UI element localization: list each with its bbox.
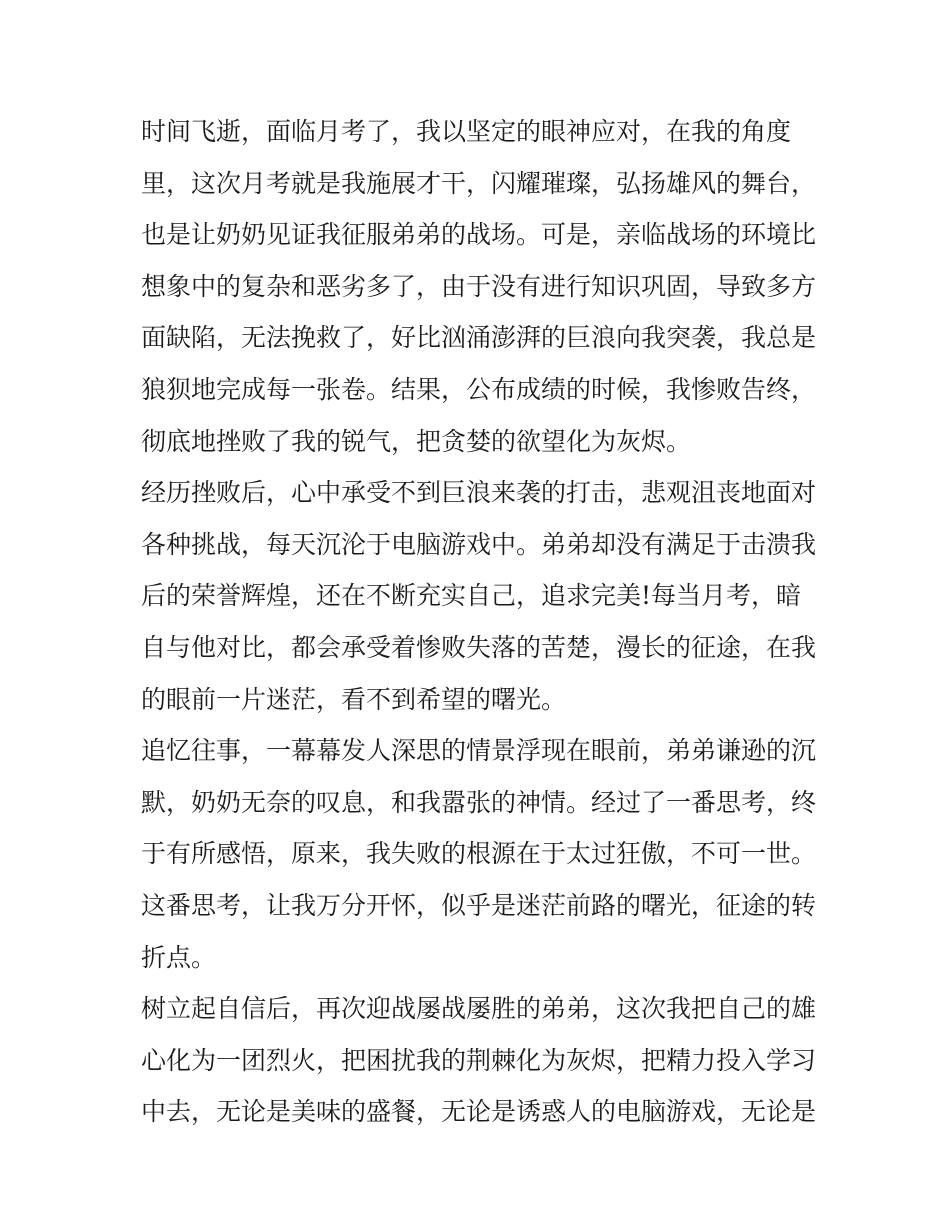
text-line: 中去，无论是美味的盛餐，无论是诱惑人的电脑游戏，无论是: [141, 1097, 817, 1127]
text-line: 也是让奶奶见证我征服弟弟的战场。可是，亲临战场的环境比: [141, 220, 817, 250]
text-line: 自与他对比，都会承受着惨败失落的苦楚，漫长的征途，在我: [141, 632, 817, 662]
text-line: 各种挑战，每天沉沦于电脑游戏中。弟弟却没有满足于击溃我: [141, 529, 817, 559]
text-line: 面缺陷，无法挽救了，好比汹涌澎湃的巨浪向我突袭，我总是: [141, 323, 817, 353]
essay-text: [141, 106, 841, 1138]
text-line: 后的荣誉辉煌，还在不断充实自己，追求完美!每当月考，暗: [141, 581, 802, 611]
text-line: 树立起自信后，再次迎战屡战屡胜的弟弟，这次我把自己的雄: [141, 994, 817, 1024]
text-line: 彻底地挫败了我的锐气，把贪婪的欲望化为灰烬。: [141, 426, 692, 456]
text-line: 经历挫败后，心中承受不到巨浪来袭的打击，悲观沮丧地面对: [141, 478, 817, 508]
text-line: 这番思考，让我万分开怀，似乎是迷茫前路的曙光，征途的转: [141, 890, 817, 920]
text-line: 狼狈地完成每一张卷。结果，公布成绩的时候，我惨败告终，: [141, 374, 817, 404]
text-line: 想象中的复杂和恶劣多了，由于没有进行知识巩固，导致多方: [141, 271, 817, 301]
text-line: 追忆往事，一幕幕发人深思的情景浮现在眼前，弟弟谦逊的沉: [141, 736, 817, 766]
text-line: 的眼前一片迷茫，看不到希望的曙光。: [141, 684, 567, 714]
text-line: 心化为一团烈火，把困扰我的荆棘化为灰烬，把精力投入学习: [141, 1045, 817, 1075]
text-line: 于有所感悟，原来，我失败的根源在于太过狂傲，不可一世。: [141, 839, 817, 869]
text-line: 里，这次月考就是我施展才干，闪耀璀璨，弘扬雄风的舞台，: [141, 168, 817, 198]
text-line: 默，奶奶无奈的叹息，和我嚣张的神情。经过了一番思考，终: [141, 787, 817, 817]
text-line: 折点。: [141, 942, 217, 972]
text-line: 时间飞逝，面临月考了，我以坚定的眼神应对，在我的角度: [141, 117, 792, 146]
